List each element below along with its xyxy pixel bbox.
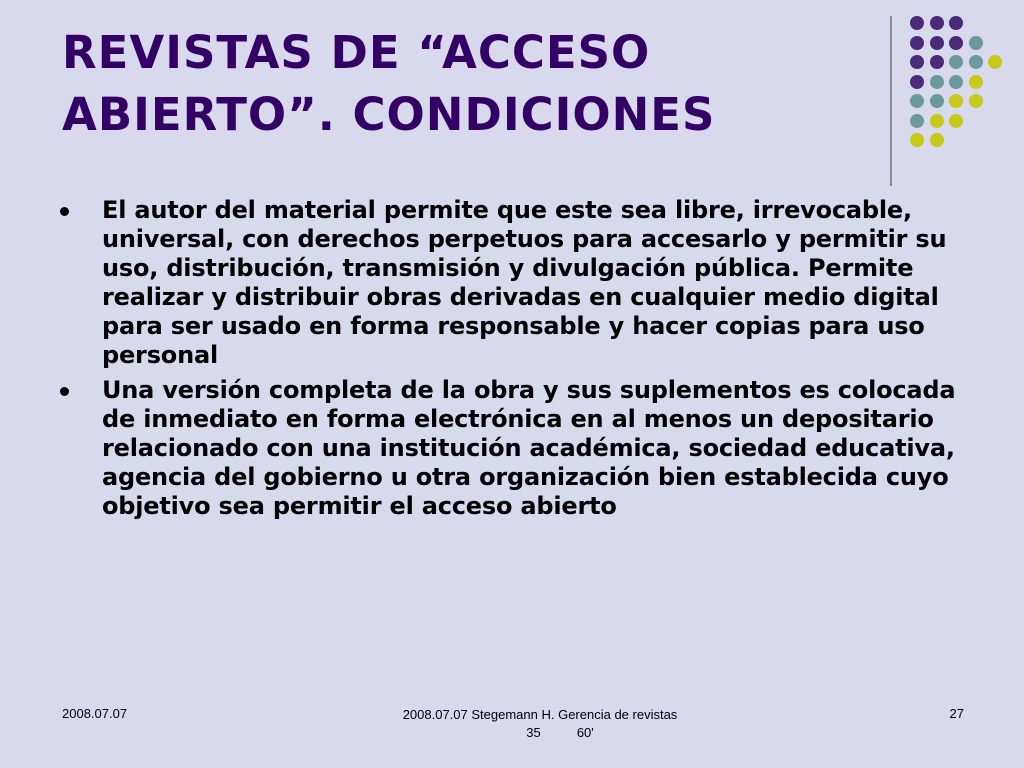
bullet-item-author-rights: [60, 196, 970, 370]
decorative-dot: [949, 94, 963, 108]
decorative-dot: [910, 133, 924, 147]
slide-title: REVISTAS DE “ACCESO ABIERTO”. CONDICIONES: [62, 26, 716, 141]
decorative-dot: [969, 94, 983, 108]
decorative-dot: [910, 94, 924, 108]
footer-center-text: [330, 706, 750, 742]
decorative-dot: [930, 16, 944, 30]
bullet-text: El autor del material permite que este sea libre, irrevocable, universal, con derechos perpetuos para accesarlo y permitir su uso, distribución, transmisión y divulgación pública. Permite realizar y distribuir obras derivadas en cualquier medio digital para ser usado en forma responsable y hacer copias para uso personal: [102, 196, 947, 369]
decorative-dot: [949, 36, 963, 50]
decorative-dot: [930, 94, 944, 108]
bullet-marker: [60, 387, 69, 396]
decorative-dot: [969, 55, 983, 69]
decorative-dot: [949, 75, 963, 89]
decorative-dot: [949, 16, 963, 30]
decorative-dot: [910, 55, 924, 69]
bullet-list: [60, 196, 970, 527]
decorative-dot: [930, 133, 944, 147]
footer-center-line-1: 2008.07.07 Stegemann H. Gerencia de revistas: [402, 707, 678, 722]
decorative-dot: [930, 55, 944, 69]
decorative-dot: [988, 55, 1002, 69]
decorative-dot: [930, 75, 944, 89]
footer-center-line-2: 35 60': [526, 725, 594, 740]
footer-date: 2008.07.07: [62, 706, 128, 721]
decorative-dot: [930, 114, 944, 128]
bullet-text: Una versión completa de la obra y sus suplementos es colocada de inmediato en forma electrónica en al menos un depositario relacionado con una institución académica, sociedad educativa, agencia del gobierno u otra organización bien establecida cuyo objetivo sea permitir el acceso abierto: [102, 376, 956, 520]
decorative-dot: [930, 36, 944, 50]
decorative-dot: [969, 75, 983, 89]
decorative-dot: [949, 55, 963, 69]
title-divider-line: [890, 16, 892, 186]
decorative-dot: [910, 75, 924, 89]
bullet-item-repository: [60, 376, 970, 521]
decorative-dot: [949, 114, 963, 128]
decorative-dot: [910, 36, 924, 50]
slide-number: 27: [949, 706, 964, 721]
decorative-dot: [910, 16, 924, 30]
decorative-dot: [969, 36, 983, 50]
bullet-marker: [60, 207, 69, 216]
decorative-dot: [910, 114, 924, 128]
